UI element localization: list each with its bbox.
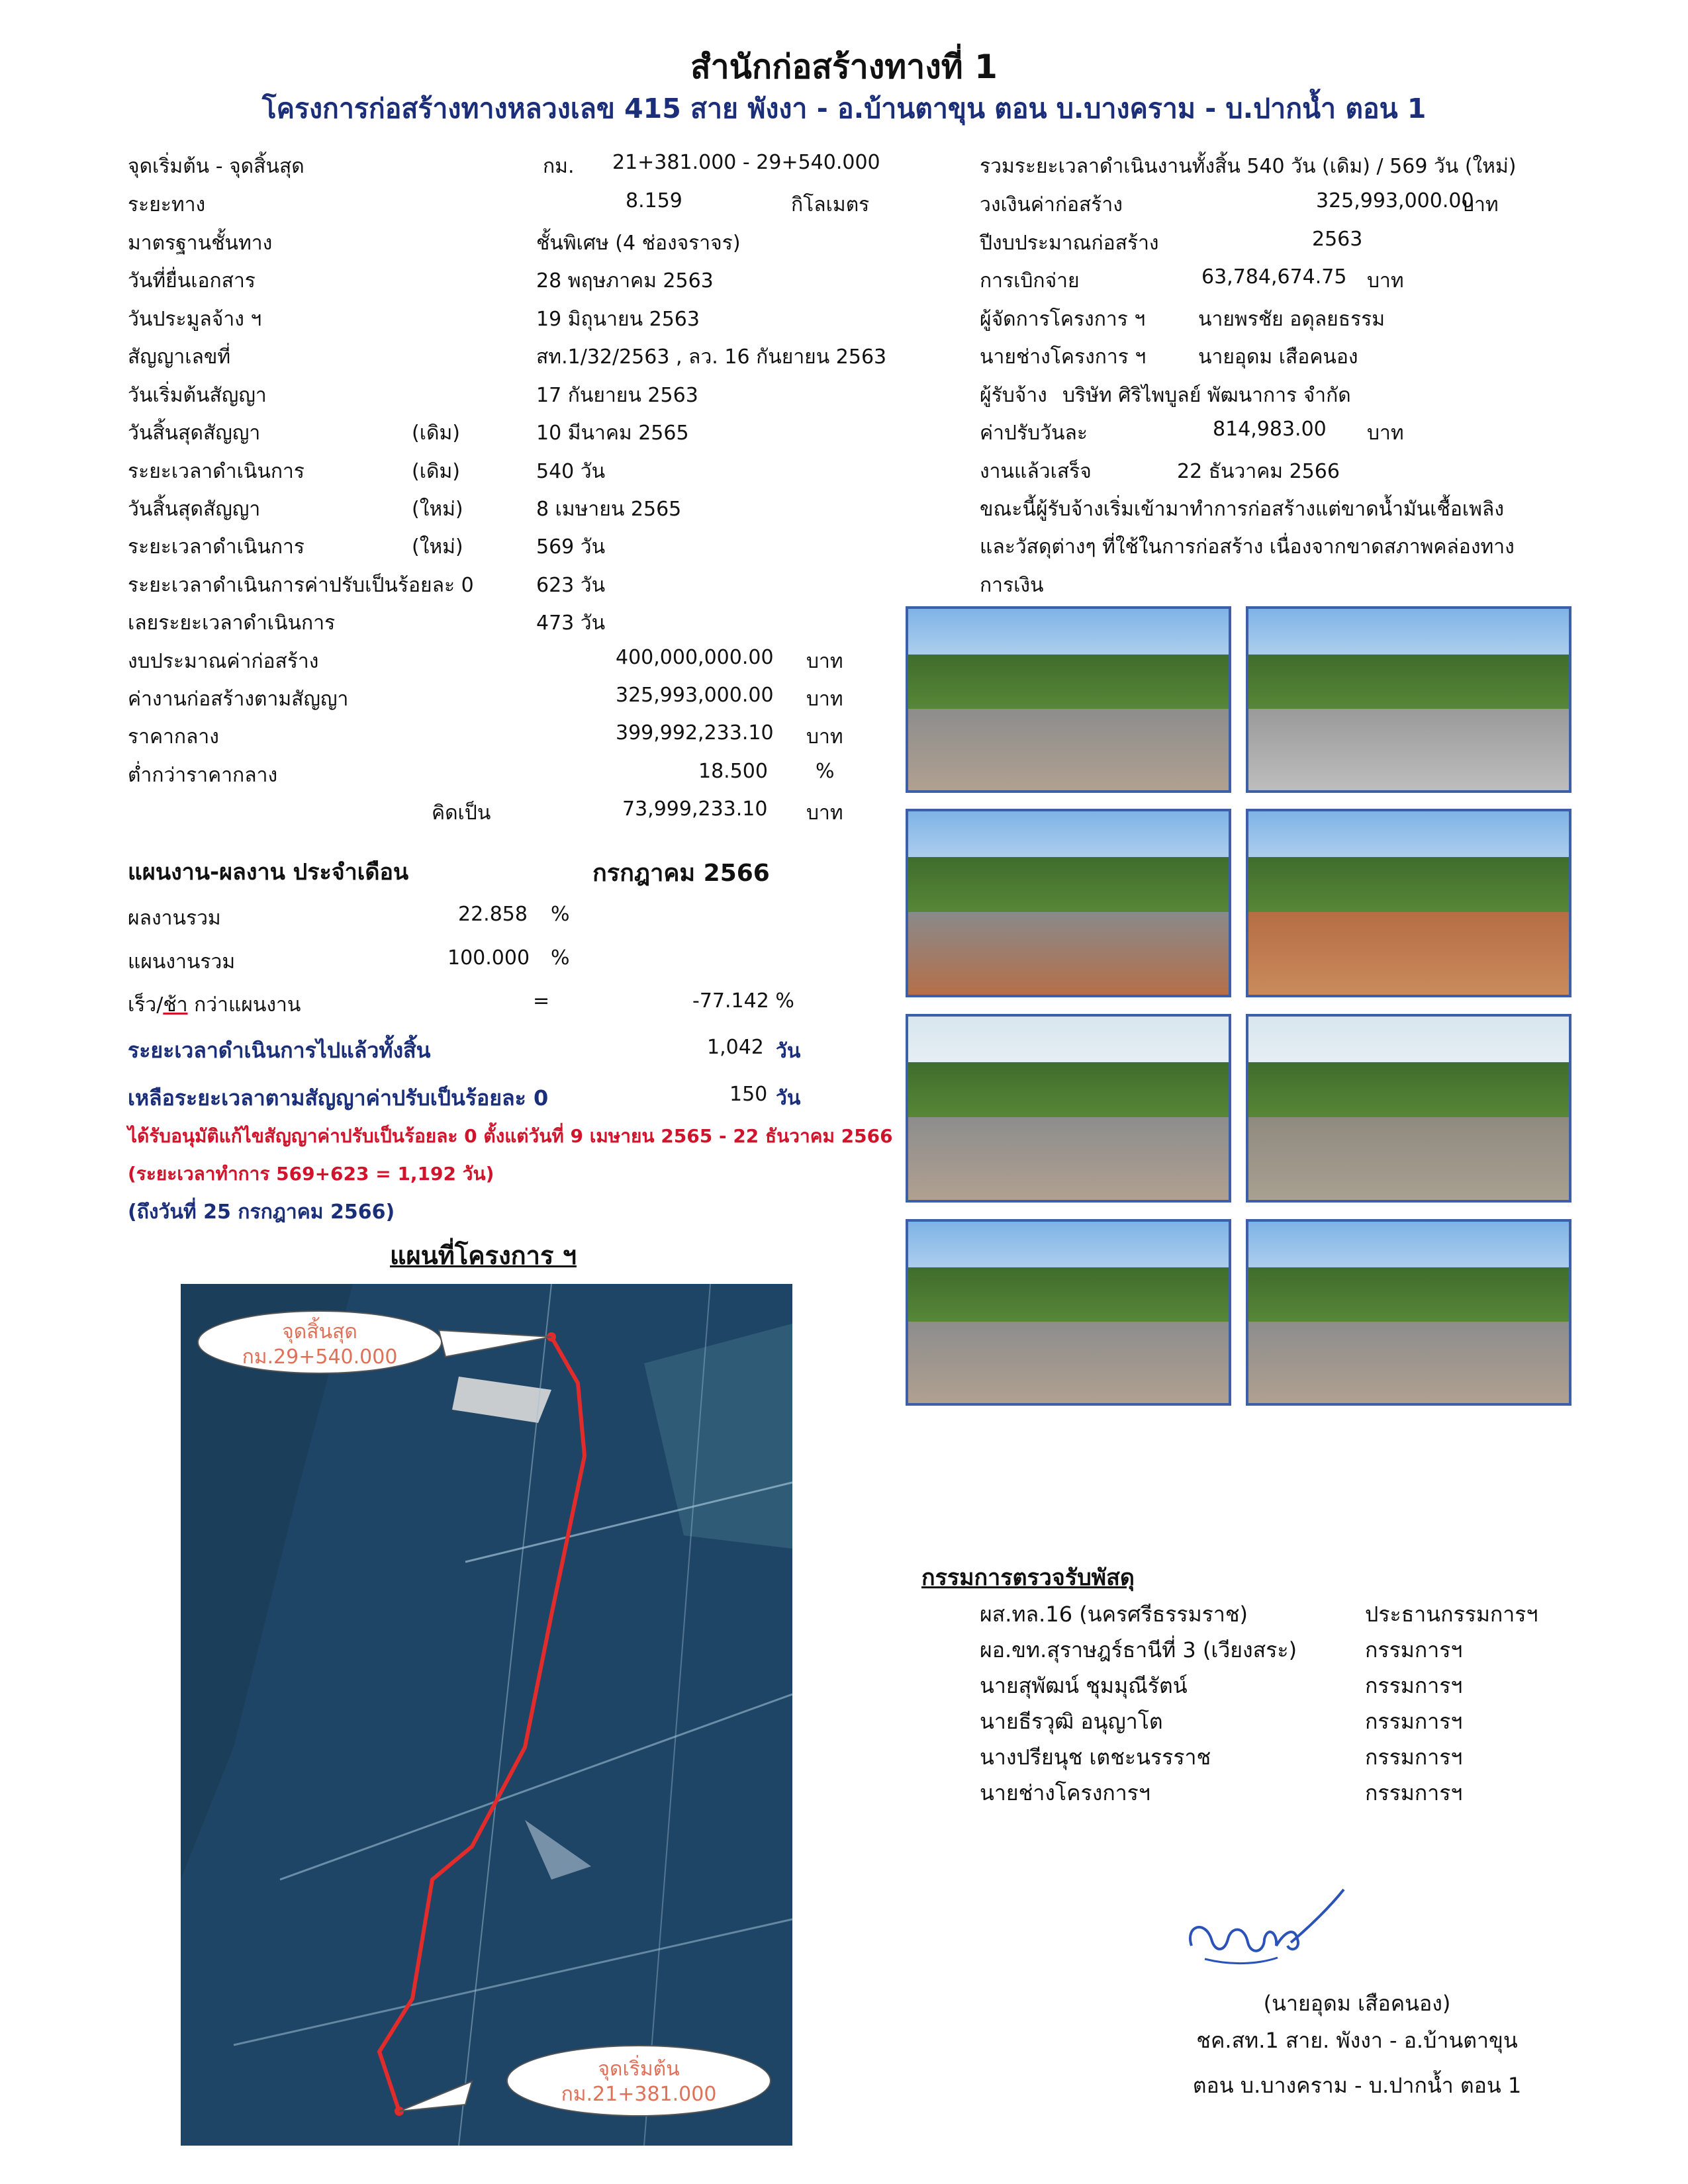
end-point-label: จุดสิ้นสุด <box>282 1320 357 1343</box>
finish-value: 22 ธันวาคม 2566 <box>1177 460 1340 483</box>
contract-end-new-label: วันสิ้นสุดสัญญา <box>128 498 261 521</box>
committee-member-name: ผส.ทล.16 (นครศรีธรรมราช) <box>980 1602 1248 1627</box>
submit-label: วันที่ยื่นเอกสาร <box>128 269 256 293</box>
construction-budget-unit: บาท <box>1462 193 1499 216</box>
below-median-unit: % <box>816 760 835 783</box>
remaining-value: 150 <box>729 1083 768 1106</box>
duration-zero-fine-label: ระยะเวลาดำเนินการค่าปรับเป็นร้อยละ 0 <box>128 574 474 597</box>
progress-heading: แผนงาน-ผลงาน ประจำเดือน <box>128 859 409 886</box>
committee-member-role: กรรมการฯ <box>1365 1637 1463 1662</box>
plan-unit: % <box>551 946 570 970</box>
actual-label: ผลงานรวม <box>128 907 221 930</box>
budget-unit: บาท <box>806 650 843 673</box>
contract-cost-unit: บาท <box>806 688 843 711</box>
elapsed-unit: วัน <box>776 1040 801 1063</box>
construction-budget-value: 325,993,000.00 <box>1316 189 1474 212</box>
committee-member-role: กรรมการฯ <box>1365 1673 1463 1698</box>
construction-budget-label: วงเงินค่าก่อสร้าง <box>980 193 1123 216</box>
finish-label: งานแล้วเสร็จ <box>980 460 1092 483</box>
site-photo <box>906 809 1231 997</box>
median-price-label: ราคากลาง <box>128 725 219 749</box>
standard-value: ชั้นพิเศษ (4 ช่องจราจร) <box>536 232 741 255</box>
duration-old-label: ระยะเวลาดำเนินการ <box>128 460 305 483</box>
end-point-km: กม.29+540.000 <box>242 1345 398 1369</box>
period-note: (ระยะเวลาทำการ 569+623 = 1,192 วัน) <box>128 1163 494 1185</box>
diff-label <box>128 989 301 1021</box>
start-end-unit: กม. <box>543 155 575 178</box>
duration-overdue-label: เลยระยะเวลาดำเนินการ <box>128 612 336 635</box>
plan-label: แผนงานรวม <box>128 950 236 974</box>
duration-new-tag: (ใหม่) <box>412 535 463 559</box>
distance-label: ระยะทาง <box>128 193 206 216</box>
site-photo <box>1246 1014 1571 1203</box>
site-photo <box>906 1014 1231 1203</box>
diff-value: -77.142 % <box>692 989 794 1013</box>
as-of-note: (ถึงวันที่ 25 กรกฎาคม 2566) <box>128 1201 395 1224</box>
committee-member-name: นางปรียนุช เตชะนรรราช <box>980 1745 1211 1770</box>
committee-member-name: นายธีรวุฒิ อนุญาโต <box>980 1709 1163 1734</box>
manager-value: นายพรชัย อดุลยธรรม <box>1198 308 1385 331</box>
site-photo <box>1246 809 1571 997</box>
contract-start-label: วันเริ่มต้นสัญญา <box>128 384 267 407</box>
manager-label: ผู้จัดการโครงการ ฯ <box>980 308 1146 331</box>
site-photo <box>906 1219 1231 1406</box>
actual-value: 22.858 <box>458 903 528 926</box>
daily-fine-label: ค่าปรับวันละ <box>980 422 1088 445</box>
status-note-line1: ขณะนี้ผู้รับจ้างเริ่มเข้ามาทำการก่อสร้างแต่ขาดน้ำมันเชื้อเพลิง <box>980 498 1504 521</box>
fiscal-year-label: ปีงบประมาณก่อสร้าง <box>980 232 1159 255</box>
start-end-value: 21+381.000 - 29+540.000 <box>612 151 880 174</box>
committee-member-role: ประธานกรรมการฯ <box>1365 1602 1538 1627</box>
submit-value: 28 พฤษภาคม 2563 <box>536 269 714 293</box>
equivalent-value: 73,999,233.10 <box>622 797 768 821</box>
contract-end-new-tag: (ใหม่) <box>412 498 463 521</box>
median-price-unit: บาท <box>806 725 843 749</box>
site-photo <box>1246 606 1571 793</box>
budget-label: งบประมาณค่าก่อสร้าง <box>128 650 319 673</box>
end-point-callout <box>197 1310 442 1374</box>
disbursement-unit: บาท <box>1367 269 1404 293</box>
equivalent-label: คิดเป็น <box>432 801 491 825</box>
committee-member-role: กรรมการฯ <box>1365 1780 1463 1805</box>
handwritten-signature <box>1178 1886 1350 1992</box>
daily-fine-unit: บาท <box>1367 422 1404 445</box>
committee-member-name: นายสุพัฒน์ ชุมมุณีรัตน์ <box>980 1673 1188 1698</box>
fiscal-year-value: 2563 <box>1312 228 1363 251</box>
map-imagery <box>181 1284 792 2146</box>
engineer-label: นายช่างโครงการ ฯ <box>980 345 1147 369</box>
diff-label-slow: ช้า <box>163 993 188 1017</box>
contract-end-new-value: 8 เมษายน 2565 <box>536 498 682 521</box>
map-heading: แผนที่โครงการ ฯ <box>390 1241 577 1270</box>
site-photo <box>906 606 1231 793</box>
committee-member-name: ผอ.ขท.สุราษฎร์ธานีที่ 3 (เวียงสระ) <box>980 1637 1297 1662</box>
diff-label-fast: เร็ว/ <box>128 993 164 1017</box>
remaining-label: เหลือระยะเวลาตามสัญญาค่าปรับเป็นร้อยละ 0 <box>128 1085 549 1111</box>
contract-value: สท.1/32/2563 , ลว. 16 กันยายน 2563 <box>536 345 887 369</box>
duration-new-label: ระยะเวลาดำเนินการ <box>128 535 305 559</box>
diff-equals: = <box>533 989 550 1013</box>
contract-cost-value: 325,993,000.00 <box>616 684 774 707</box>
plan-value: 100.000 <box>447 946 530 970</box>
duration-old-tag: (เดิม) <box>412 460 460 483</box>
disbursement-label: การเบิกจ่าย <box>980 269 1080 293</box>
document-title: สำนักก่อสร้างทางที่ 1 <box>690 48 998 86</box>
median-price-value: 399,992,233.10 <box>616 721 774 745</box>
equivalent-unit: บาท <box>806 801 843 825</box>
start-end-label: จุดเริ่มต้น - จุดสิ้นสุด <box>128 155 305 178</box>
distance-value: 8.159 <box>626 189 682 212</box>
start-point-km: กม.21+381.000 <box>561 2083 717 2106</box>
standard-label: มาตรฐานชั้นทาง <box>128 232 273 255</box>
actual-unit: % <box>551 903 570 926</box>
contract-label: สัญญาเลขที่ <box>128 345 231 369</box>
contract-end-old-value: 10 มีนาคม 2565 <box>536 422 689 445</box>
signer-name: (นายอุดม เสือคนอง) <box>1263 1991 1451 2016</box>
disbursement-value: 63,784,674.75 <box>1201 265 1347 289</box>
contractor-label: ผู้รับจ้าง <box>980 384 1047 407</box>
elapsed-label: ระยะเวลาดำเนินการไปแล้วทั้งสิ้น <box>128 1038 431 1063</box>
start-point-callout <box>506 2045 771 2116</box>
signer-position-line2: ตอน บ.บางคราม - บ.ปากน้ำ ตอน 1 <box>1192 2073 1522 2098</box>
below-median-label: ต่ำกว่าราคากลาง <box>128 764 278 787</box>
start-point-label: จุดเริ่มต้น <box>598 2058 680 2081</box>
remaining-unit: วัน <box>776 1087 801 1110</box>
project-subtitle: โครงการก่อสร้างทางหลวงเลข 415 สาย พังงา - อ.บ้านตาขุน ตอน บ.บางคราม - บ.ปากน้ำ ตอน 1 <box>261 93 1427 124</box>
contract-cost-label: ค่างานก่อสร้างตามสัญญา <box>128 688 349 711</box>
status-note-line2: และวัสดุต่างๆ ที่ใช้ในการก่อสร้าง เนื่องจากขาดสภาพคล่องทาง <box>980 535 1515 559</box>
duration-zero-fine-value: 623 วัน <box>536 574 606 597</box>
contract-end-old-tag: (เดิม) <box>412 422 460 445</box>
signer-position-line1: ชค.สท.1 สาย. พังงา - อ.บ้านตาขุน <box>1196 2028 1518 2053</box>
committee-member-role: กรรมการฯ <box>1365 1745 1463 1770</box>
duration-old-value: 540 วัน <box>536 460 606 483</box>
budget-value: 400,000,000.00 <box>616 646 774 669</box>
site-photo <box>1246 1219 1571 1406</box>
distance-unit: กิโลเมตร <box>791 193 870 216</box>
daily-fine-value: 814,983.00 <box>1213 418 1327 441</box>
bid-value: 19 มิถุนายน 2563 <box>536 308 700 331</box>
total-time: รวมระยะเวลาดำเนินงานทั้งสิ้น 540 วัน (เดิม) / 569 วัน (ใหม่) <box>980 155 1517 178</box>
progress-month: กรกฎาคม 2566 <box>592 860 770 887</box>
below-median-value: 18.500 <box>698 760 768 783</box>
elapsed-value: 1,042 <box>707 1036 764 1059</box>
diff-label-rest: กว่าแผนงาน <box>187 993 301 1017</box>
contractor-value: บริษัท ศิริไพบูลย์ พัฒนาการ จำกัด <box>1062 384 1351 407</box>
committee-heading: กรรมการตรวจรับพัสดุ <box>921 1565 1135 1591</box>
duration-overdue-value: 473 วัน <box>536 612 606 635</box>
duration-new-value: 569 วัน <box>536 535 606 559</box>
bid-label: วันประมูลจ้าง ฯ <box>128 308 262 331</box>
project-map <box>181 1284 792 2146</box>
status-note-line3: การเงิน <box>980 574 1044 597</box>
contract-end-old-label: วันสิ้นสุดสัญญา <box>128 422 261 445</box>
committee-member-name: นายช่างโครงการฯ <box>980 1780 1150 1805</box>
committee-member-role: กรรมการฯ <box>1365 1709 1463 1734</box>
contract-start-value: 17 กันยายน 2563 <box>536 384 698 407</box>
engineer-value: นายอุดม เสือคนอง <box>1198 345 1358 369</box>
approved-note: ได้รับอนุมัติแก้ไขสัญญาค่าปรับเป็นร้อยละ 0 ตั้งแต่วันที่ 9 เมษายน 2565 - 22 ธันวาคม 2566 <box>128 1125 893 1147</box>
